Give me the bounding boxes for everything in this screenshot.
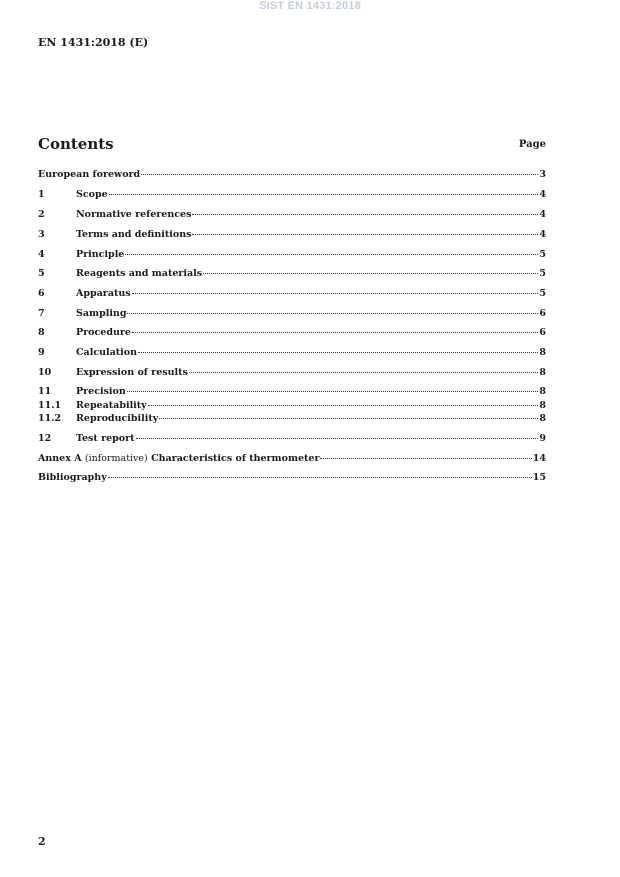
annex-informative-note: (informative) [84,453,148,464]
toc-leader-dots [127,391,539,392]
toc-entry-4[interactable] [38,249,546,261]
toc-entry-8[interactable] [38,327,546,339]
toc-entry-page: 5 [539,288,546,299]
annex-label: Annex A [38,453,82,464]
toc-entry-3[interactable] [38,229,546,241]
toc-entry-title: Scope [76,189,108,200]
toc-entry-5[interactable] [38,268,546,280]
watermark: SIST EN 1431:2018 [259,0,361,12]
toc-entry-title [38,453,319,465]
toc-leader-dots [192,214,538,215]
toc-leader-dots [148,405,539,406]
toc-entry-number: 4 [38,249,45,260]
toc-entry-number: 2 [38,209,45,220]
page-column-heading: Page [518,139,546,150]
toc-leader-dots [203,273,538,274]
toc-entry-10[interactable] [38,367,546,379]
toc-leader-dots [132,332,538,333]
toc-entry-page: 9 [539,433,546,444]
toc-entry-title: Repeatability [76,400,147,411]
toc-leader-dots [141,174,538,175]
toc-entry-title: Reproducibility [76,413,159,424]
toc-leader-dots [136,438,539,439]
toc-entry-page: 14 [532,453,546,464]
toc-entry-number: 5 [38,268,45,279]
toc-entry-title: Procedure [76,327,131,338]
contents-heading: Contents [38,135,114,153]
toc-entry-title: Sampling [76,308,127,319]
toc-leader-dots [108,477,532,478]
toc-entry-page: 5 [539,249,546,260]
toc-entry-number: 8 [38,327,45,338]
toc-entry-number: 12 [38,433,52,444]
toc-entry-page: 8 [539,400,546,411]
toc-entry-title: Bibliography [38,472,107,483]
toc-entry-number: 1 [38,189,45,200]
toc-leader-dots [320,458,531,459]
toc-entry-9[interactable] [38,347,546,359]
toc-leader-dots [192,234,538,235]
toc-entry-number: 10 [38,367,52,378]
toc-entry-page: 6 [539,327,546,338]
toc-entry-11[interactable] [38,386,546,398]
toc-entry-11-2[interactable] [38,413,546,425]
toc-entry-page: 8 [539,386,546,397]
toc-entry-7[interactable] [38,308,546,320]
toc-entry-title: Reagents and materials [76,268,203,279]
toc-entry-annex-a[interactable] [38,453,546,465]
toc-entry-page: 15 [532,472,546,483]
footer-page-number: 2 [38,835,46,848]
toc-entry-page: 6 [539,308,546,319]
toc-entry-page: 5 [539,268,546,279]
toc-entry-page: 4 [539,189,546,200]
toc-entry-11-1[interactable] [38,400,546,412]
toc-entry-title: European foreword [38,169,141,180]
toc-entry-title: Terms and definitions [76,229,192,240]
toc-entry-12[interactable] [38,433,546,445]
toc-leader-dots [138,352,538,353]
toc-entry-number: 6 [38,288,45,299]
toc-entry-6[interactable] [38,288,546,300]
toc-entry-page: 4 [539,209,546,220]
toc-entry-title: Precision [76,386,126,397]
toc-entry-page: 8 [539,347,546,358]
toc-entry-number: 7 [38,308,45,319]
toc-entry-title: Calculation [76,347,138,358]
toc-leader-dots [125,254,538,255]
toc-entry-number: 11.1 [38,400,62,411]
toc-leader-dots [132,293,539,294]
toc-entry-2[interactable] [38,209,546,221]
toc-entry-foreword[interactable] [38,169,546,181]
toc-entry-title: Expression of results [76,367,188,378]
toc-entry-number: 11.2 [38,413,62,424]
toc-entry-bibliography[interactable] [38,472,546,484]
annex-title: Characteristics of thermometer [151,453,320,464]
document-id: EN 1431:2018 (E) [38,36,149,49]
toc-leader-dots [159,418,538,419]
toc-leader-dots [189,372,539,373]
toc-entry-page: 3 [539,169,546,180]
toc-entry-page: 8 [539,367,546,378]
toc-entry-title: Apparatus [76,288,131,299]
toc-leader-dots [109,194,539,195]
toc-entry-title: Normative references [76,209,192,220]
toc-entry-page: 8 [539,413,546,424]
toc-entry-page: 4 [539,229,546,240]
toc-entry-title: Principle [76,249,125,260]
toc-entry-title: Test report [76,433,135,444]
toc-entry-number: 9 [38,347,45,358]
toc-entry-number: 11 [38,386,52,397]
toc-entry-number: 3 [38,229,45,240]
toc-entry-1[interactable] [38,189,546,201]
toc-leader-dots [127,313,538,314]
